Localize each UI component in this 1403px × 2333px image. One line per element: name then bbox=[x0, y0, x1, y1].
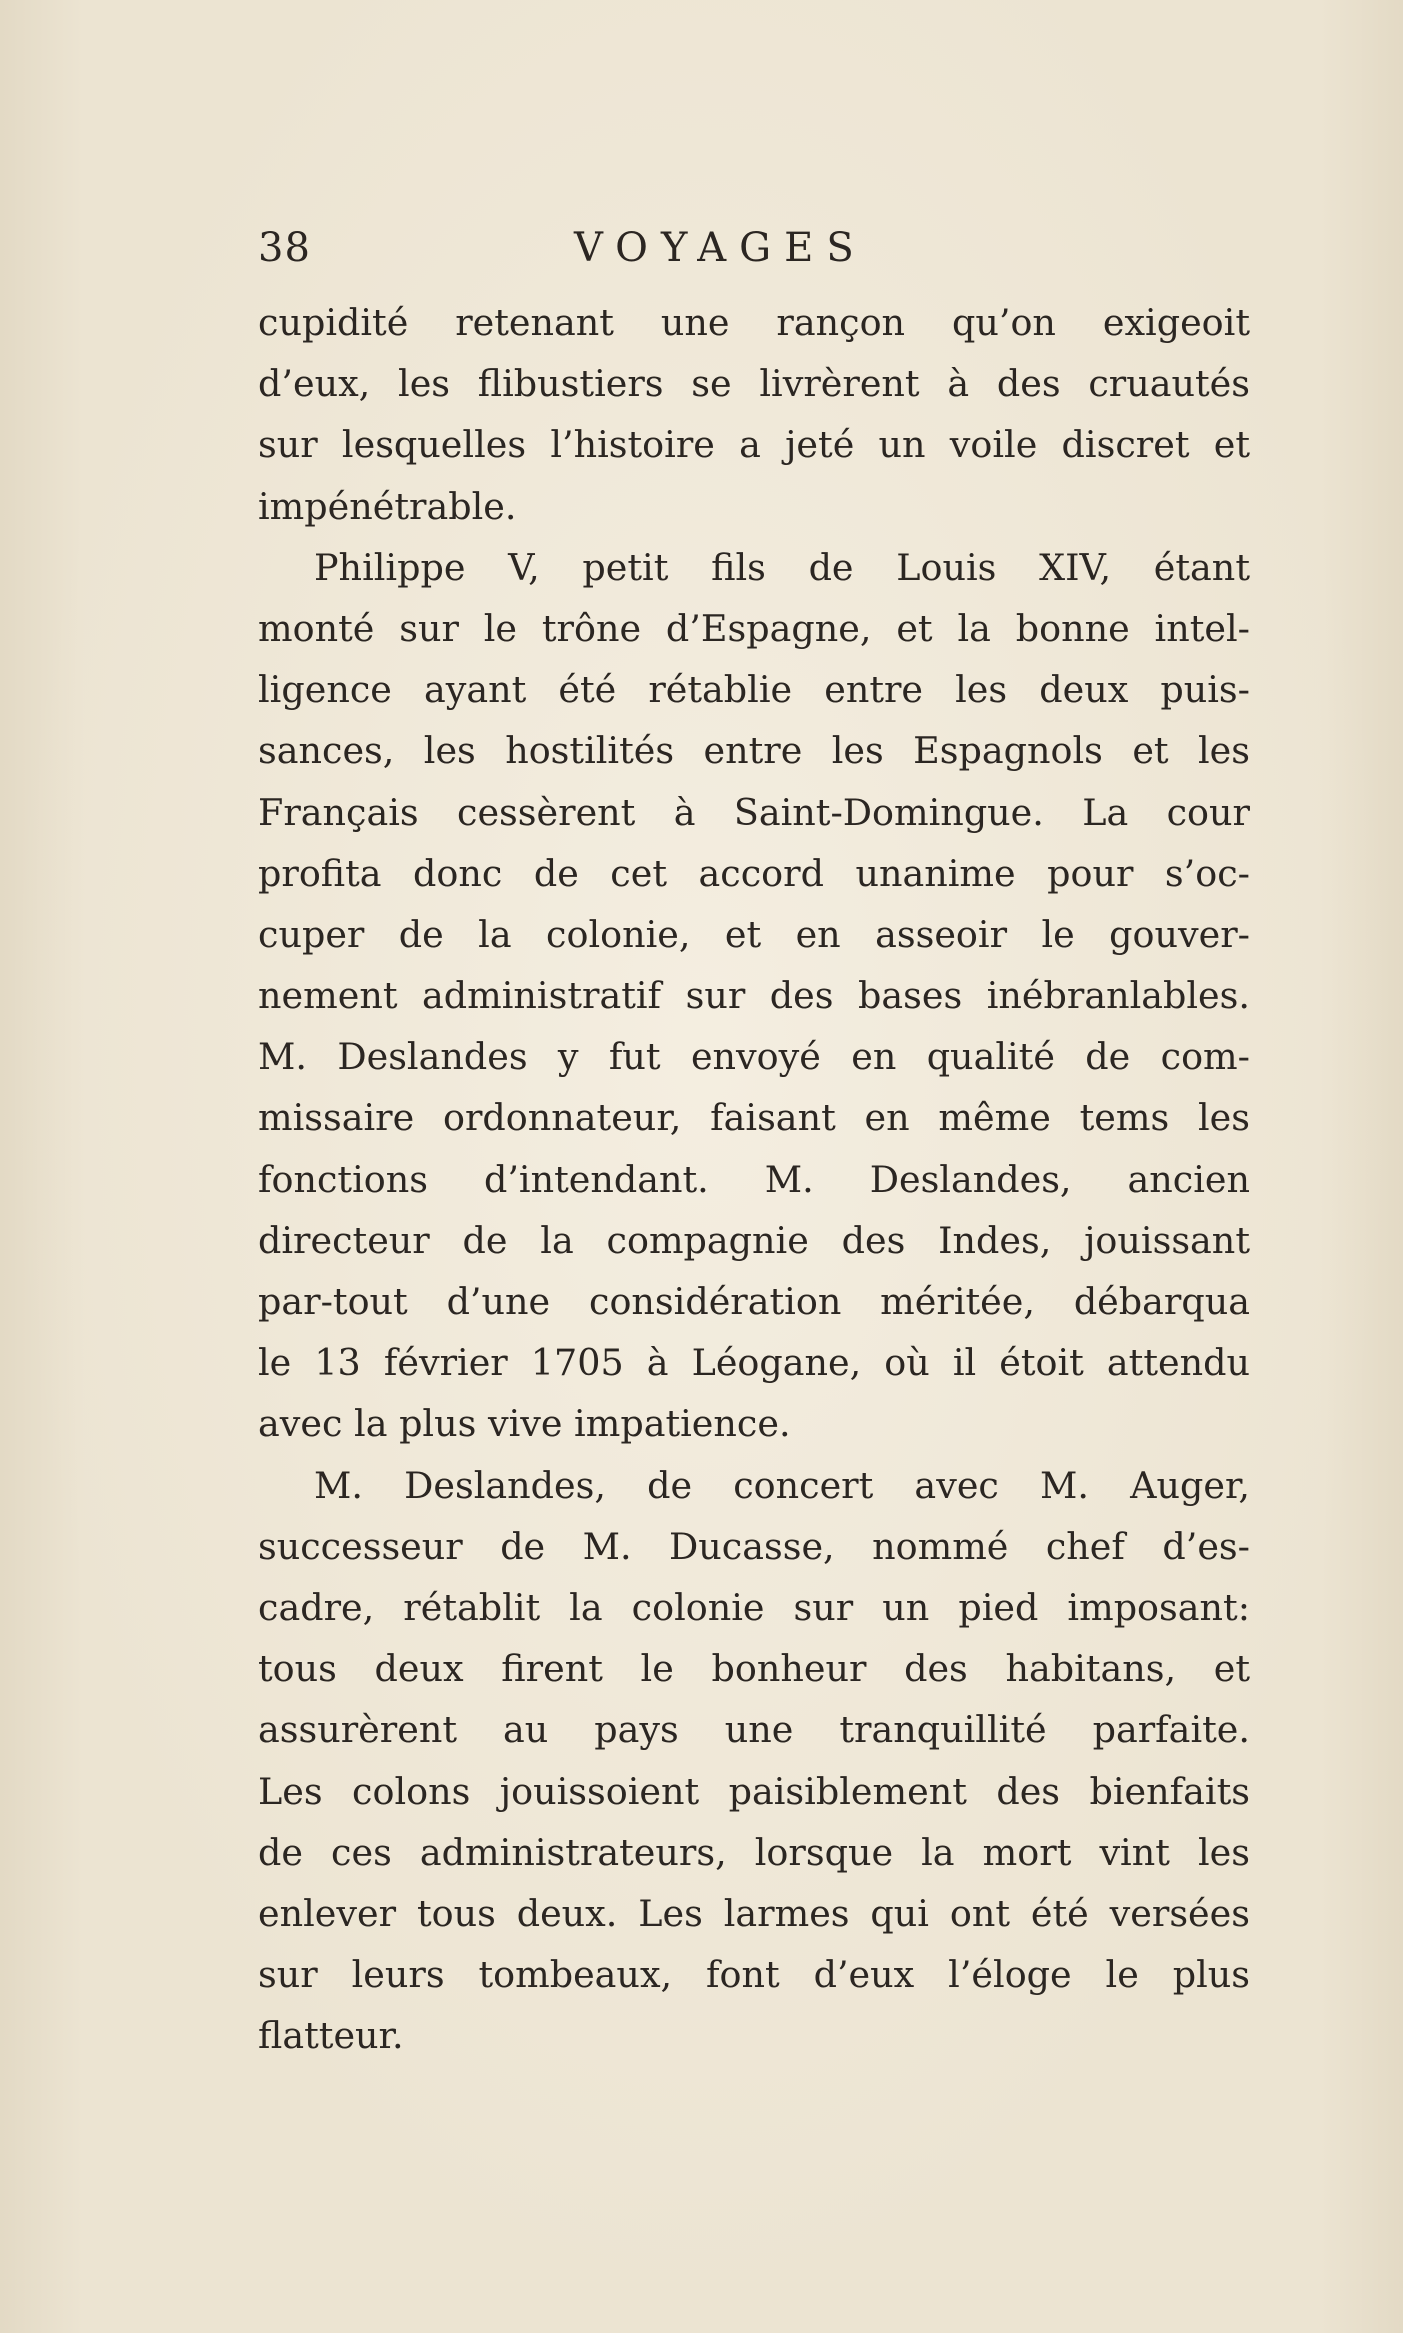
text-line: avec la plus vive impatience. bbox=[258, 1402, 791, 1446]
text-line: Philippe V, petit fils de Louis XIV, étant bbox=[314, 545, 1250, 589]
text-line: directeur de la compagnie des Indes, jouissant bbox=[258, 1218, 1250, 1262]
text-line: d’eux, les flibustiers se livrèrent à des cruautés bbox=[258, 362, 1250, 406]
text-line: Les colons jouissoient paisiblement des bienfaits bbox=[258, 1769, 1250, 1813]
running-title: VOYAGES bbox=[574, 225, 867, 271]
text-line: monté sur le trône d’Espagne, et la bonne intel- bbox=[258, 606, 1250, 650]
text-line: M. Deslandes y fut envoyé en qualité de com- bbox=[258, 1035, 1250, 1079]
text-line: fonctions d’intendant. M. Deslandes, ancien bbox=[258, 1157, 1250, 1201]
text-line: de ces administrateurs, lorsque la mort vint les bbox=[258, 1830, 1250, 1874]
text-line: cupidité retenant une rançon qu’on exigeoit bbox=[258, 301, 1250, 344]
running-head bbox=[258, 218, 1238, 278]
text-line: missaire ordonnateur, faisant en même tems les bbox=[258, 1096, 1250, 1140]
text-line: tous deux firent le bonheur des habitans, et bbox=[258, 1647, 1250, 1691]
text-line: Français cessèrent à Saint-Domingue. La cour bbox=[258, 790, 1250, 834]
text-line: profita donc de cet accord unanime pour s’oc- bbox=[258, 851, 1250, 895]
text-line: par-tout d’une considération méritée, débarqua bbox=[258, 1280, 1250, 1323]
text-line: ligence ayant été rétablie entre les deux puis- bbox=[258, 668, 1250, 712]
text-line: cuper de la colonie, et en asseoir le gouver- bbox=[258, 912, 1250, 956]
text-line: cadre, rétablit la colonie sur un pied imposant: bbox=[258, 1585, 1250, 1629]
text-line: nement administratif sur des bases inébranlables. bbox=[258, 974, 1250, 1018]
text-line: assurèrent au pays une tranquillité parfaite. bbox=[258, 1708, 1250, 1752]
paragraph-2 bbox=[258, 537, 1250, 1455]
body-text bbox=[258, 292, 1250, 2066]
text-line: flatteur. bbox=[258, 2014, 404, 2058]
text-line: sur leurs tombeaux, font d’eux l’éloge le plus bbox=[258, 1953, 1250, 1997]
page-number: 38 bbox=[258, 225, 311, 271]
text-line: sur lesquelles l’histoire a jeté un voile discret et bbox=[258, 423, 1250, 467]
paragraph-3 bbox=[258, 1455, 1250, 2067]
text-line: sances, les hostilités entre les Espagnols et les bbox=[258, 729, 1250, 773]
text-line: le 13 février 1705 à Léogane, où il étoit attendu bbox=[258, 1341, 1250, 1385]
text-line: enlever tous deux. Les larmes qui ont été versées bbox=[258, 1891, 1250, 1935]
paragraph-1 bbox=[258, 292, 1250, 537]
text-line: M. Deslandes, de concert avec M. Auger, bbox=[314, 1463, 1250, 1507]
text-line: impénétrable. bbox=[258, 484, 517, 528]
text-line: successeur de M. Ducasse, nommé chef d’es- bbox=[258, 1524, 1250, 1568]
